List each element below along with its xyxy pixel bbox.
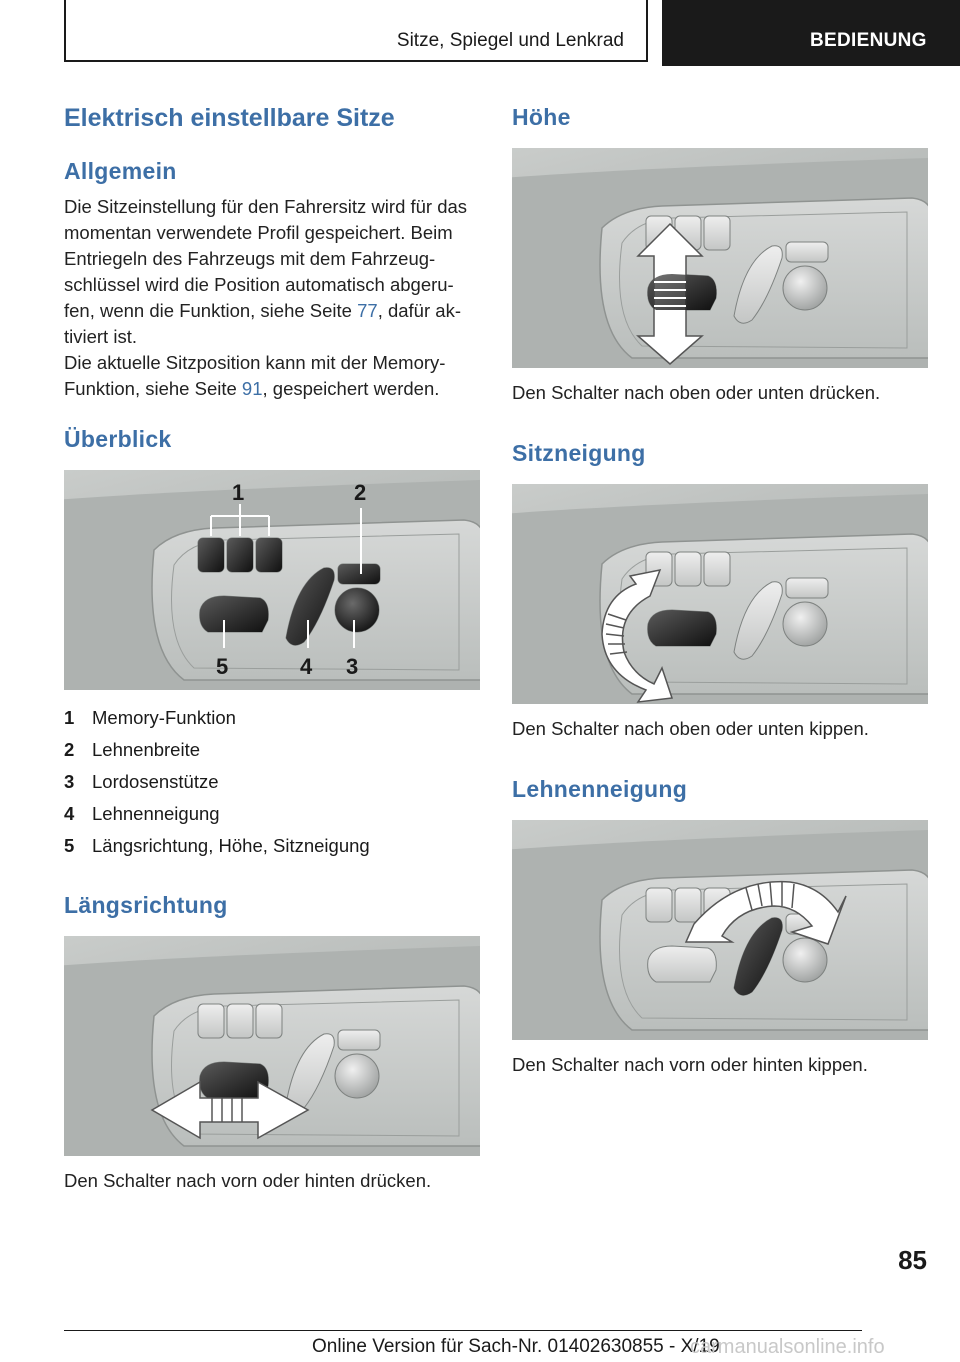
sitzneigung-figure bbox=[512, 484, 928, 704]
seat-switch-illustration bbox=[512, 484, 928, 704]
legend-number: 2 bbox=[64, 739, 75, 760]
page-reference-link[interactable]: 77 bbox=[357, 300, 378, 321]
legend-item bbox=[64, 734, 370, 766]
section-heading-lehnenneigung: Lehnenneigung bbox=[512, 776, 688, 802]
legend-item bbox=[64, 798, 370, 830]
legend-number: 3 bbox=[64, 771, 75, 792]
legend-number: 1 bbox=[64, 707, 75, 728]
paragraph-allgemein-2 bbox=[64, 350, 474, 402]
legend-label: Längsrichtung, Höhe, Sitzneigung bbox=[92, 835, 370, 856]
seat-switch-illustration bbox=[512, 820, 928, 1040]
callout-4: 4 bbox=[300, 654, 313, 679]
section-heading-laengsrichtung: Längsrichtung bbox=[64, 892, 228, 918]
footer-divider bbox=[64, 1330, 862, 1331]
page-title: Elektrisch einstellbare Sitze bbox=[64, 104, 395, 132]
seat-switch-illustration bbox=[64, 936, 480, 1156]
page-number: 85 bbox=[898, 1245, 927, 1275]
page-reference-link[interactable]: 91 bbox=[241, 378, 263, 399]
legend-label: Lehnenneigung bbox=[92, 803, 220, 824]
seat-switch-illustration bbox=[64, 470, 480, 690]
hoehe-figure bbox=[512, 148, 928, 368]
legend-number: 5 bbox=[64, 835, 75, 856]
paragraph-text: , gespeichert werden. bbox=[262, 378, 440, 399]
overview-legend bbox=[64, 702, 370, 862]
section-heading-allgemein: Allgemein bbox=[64, 158, 177, 184]
sitzneigung-caption: Den Schalter nach oben oder unten kippen. bbox=[512, 718, 869, 739]
laengsrichtung-figure bbox=[64, 936, 480, 1156]
lehnenneigung-caption: Den Schalter nach vorn oder hinten kippen. bbox=[512, 1054, 868, 1075]
callout-5: 5 bbox=[216, 654, 229, 679]
section-heading-ueberblick: Überblick bbox=[64, 426, 172, 452]
section-heading-sitzneigung: Sitzneigung bbox=[512, 440, 646, 466]
watermark-text: carmanualsonline.info bbox=[690, 1336, 885, 1358]
callout-1: 1 bbox=[232, 480, 245, 505]
header-section-title: Sitze, Spiegel und Lenkrad bbox=[396, 30, 624, 51]
paragraph-allgemein-1 bbox=[64, 194, 484, 350]
legend-item bbox=[64, 830, 370, 862]
paragraph-text: Die aktuelle Sitzposition kann mit der Memory-Funktion, siehe Seite bbox=[64, 352, 446, 399]
legend-item bbox=[64, 766, 370, 798]
section-heading-hoehe: Höhe bbox=[512, 104, 571, 130]
footer-online-version: Online Version für Sach-Nr. 01402630855 - X/19 bbox=[312, 1336, 720, 1357]
legend-label: Lehnenbreite bbox=[92, 739, 201, 760]
header-chapter-tab: BEDIENUNG bbox=[662, 0, 960, 66]
legend-label: Lordosenstütze bbox=[92, 771, 219, 792]
callout-3: 3 bbox=[346, 654, 359, 679]
legend-item bbox=[64, 702, 370, 734]
callout-2: 2 bbox=[354, 480, 367, 505]
overview-seat-switch-figure bbox=[64, 470, 480, 690]
paragraph-text: Die Sitzeinstellung für den Fahrersitz wird für das momentan verwendete Profil gespeichert. Beim Entriegeln des Fahrzeugs mit dem Fahrzeug-schlüssel wird die Position automatisch abgeru-fen, wenn die Funktion, siehe Seite bbox=[64, 196, 468, 321]
hoehe-caption: Den Schalter nach oben oder unten drücken. bbox=[512, 382, 881, 403]
paragraph-text: , dafür ak-tiviert ist. bbox=[64, 300, 461, 347]
legend-number: 4 bbox=[64, 803, 75, 824]
laengsrichtung-caption: Den Schalter nach vorn oder hinten drücken. bbox=[64, 1170, 432, 1191]
lehnenneigung-figure bbox=[512, 820, 928, 1040]
legend-label: Memory-Funktion bbox=[92, 707, 236, 728]
seat-switch-illustration bbox=[512, 148, 928, 368]
